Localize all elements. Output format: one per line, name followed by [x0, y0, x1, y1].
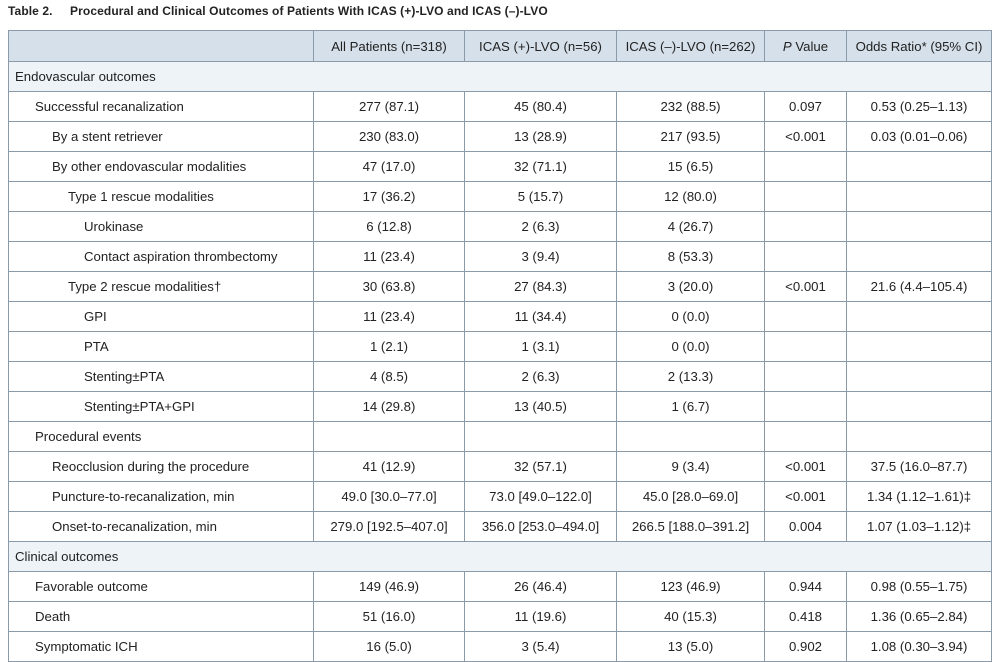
row-label: Procedural events	[9, 422, 314, 452]
table-row	[9, 122, 992, 152]
row-label: Puncture-to-recanalization, min	[9, 482, 314, 512]
cell-p-value: 0.004	[765, 512, 847, 542]
cell-p-value	[765, 332, 847, 362]
row-label: PTA	[9, 332, 314, 362]
cell-icas-negative: 12 (80.0)	[617, 182, 765, 212]
cell-icas-positive: 11 (34.4)	[465, 302, 617, 332]
cell-icas-negative: 0 (0.0)	[617, 302, 765, 332]
p-italic: P	[782, 38, 792, 54]
cell-all-patients: 4 (8.5)	[314, 362, 465, 392]
cell-icas-positive: 32 (57.1)	[465, 452, 617, 482]
cell-all-patients: 30 (63.8)	[314, 272, 465, 302]
cell-all-patients	[314, 422, 465, 452]
cell-all-patients: 49.0 [30.0–77.0]	[314, 482, 465, 512]
cell-all-patients: 6 (12.8)	[314, 212, 465, 242]
header-row	[9, 31, 992, 62]
cell-p-value: <0.001	[765, 482, 847, 512]
table-row	[9, 152, 992, 182]
cell-icas-positive: 3 (5.4)	[465, 632, 617, 662]
cell-icas-positive: 73.0 [49.0–122.0]	[465, 482, 617, 512]
cell-icas-positive: 13 (28.9)	[465, 122, 617, 152]
cell-icas-negative: 1 (6.7)	[617, 392, 765, 422]
row-label: Urokinase	[9, 212, 314, 242]
cell-all-patients: 51 (16.0)	[314, 602, 465, 632]
cell-p-value: <0.001	[765, 272, 847, 302]
table-number: Table 2.	[8, 4, 53, 18]
header-cell-icas-negative: ICAS (–)-LVO (n=262)	[617, 31, 765, 62]
header-cell-label	[9, 31, 314, 62]
header-cell-p-value	[765, 31, 847, 62]
cell-all-patients: 1 (2.1)	[314, 332, 465, 362]
cell-icas-positive: 2 (6.3)	[465, 212, 617, 242]
cell-all-patients: 11 (23.4)	[314, 302, 465, 332]
cell-icas-negative: 8 (53.3)	[617, 242, 765, 272]
cell-odds-ratio	[847, 152, 992, 182]
cell-all-patients: 47 (17.0)	[314, 152, 465, 182]
cell-icas-negative: 13 (5.0)	[617, 632, 765, 662]
cell-icas-negative: 266.5 [188.0–391.2]	[617, 512, 765, 542]
cell-odds-ratio: 21.6 (4.4–105.4)	[847, 272, 992, 302]
cell-p-value: 0.097	[765, 92, 847, 122]
cell-odds-ratio	[847, 182, 992, 212]
cell-p-value: 0.944	[765, 572, 847, 602]
table-row	[9, 332, 992, 362]
cell-all-patients: 14 (29.8)	[314, 392, 465, 422]
cell-p-value	[765, 152, 847, 182]
row-label: By other endovascular modalities	[9, 152, 314, 182]
cell-odds-ratio: 0.98 (0.55–1.75)	[847, 572, 992, 602]
cell-odds-ratio: 1.34 (1.12–1.61)‡	[847, 482, 992, 512]
row-label: Contact aspiration thrombectomy	[9, 242, 314, 272]
table-row	[9, 602, 992, 632]
table-row	[9, 362, 992, 392]
cell-icas-positive: 2 (6.3)	[465, 362, 617, 392]
table-row	[9, 212, 992, 242]
cell-all-patients: 279.0 [192.5–407.0]	[314, 512, 465, 542]
outcomes-table	[8, 30, 992, 662]
row-label: Symptomatic ICH	[9, 632, 314, 662]
cell-icas-negative: 9 (3.4)	[617, 452, 765, 482]
cell-icas-negative: 15 (6.5)	[617, 152, 765, 182]
cell-p-value: 0.902	[765, 632, 847, 662]
cell-icas-positive: 5 (15.7)	[465, 182, 617, 212]
cell-all-patients: 149 (46.9)	[314, 572, 465, 602]
cell-icas-negative: 40 (15.3)	[617, 602, 765, 632]
cell-icas-positive: 1 (3.1)	[465, 332, 617, 362]
cell-odds-ratio	[847, 302, 992, 332]
row-label: GPI	[9, 302, 314, 332]
cell-icas-positive: 45 (80.4)	[465, 92, 617, 122]
row-label: By a stent retriever	[9, 122, 314, 152]
row-label: Type 2 rescue modalities†	[9, 272, 314, 302]
cell-icas-negative: 123 (46.9)	[617, 572, 765, 602]
cell-icas-positive: 3 (9.4)	[465, 242, 617, 272]
cell-odds-ratio	[847, 332, 992, 362]
table-row	[9, 452, 992, 482]
cell-all-patients: 11 (23.4)	[314, 242, 465, 272]
table-row	[9, 272, 992, 302]
cell-odds-ratio	[847, 362, 992, 392]
section-row	[9, 62, 992, 92]
cell-p-value	[765, 422, 847, 452]
table-row	[9, 242, 992, 272]
cell-p-value: <0.001	[765, 452, 847, 482]
cell-odds-ratio: 37.5 (16.0–87.7)	[847, 452, 992, 482]
table-row	[9, 512, 992, 542]
header-cell-odds-ratio: Odds Ratio* (95% CI)	[847, 31, 992, 62]
cell-icas-negative: 2 (13.3)	[617, 362, 765, 392]
cell-icas-positive: 32 (71.1)	[465, 152, 617, 182]
cell-p-value	[765, 212, 847, 242]
row-label: Type 1 rescue modalities	[9, 182, 314, 212]
cell-p-value: 0.418	[765, 602, 847, 632]
row-label: Reocclusion during the procedure	[9, 452, 314, 482]
cell-icas-negative: 217 (93.5)	[617, 122, 765, 152]
cell-icas-positive	[465, 422, 617, 452]
table-row	[9, 392, 992, 422]
p-value-word: Value	[791, 38, 829, 54]
cell-icas-positive: 26 (46.4)	[465, 572, 617, 602]
cell-odds-ratio: 0.53 (0.25–1.13)	[847, 92, 992, 122]
cell-odds-ratio	[847, 212, 992, 242]
cell-icas-positive: 27 (84.3)	[465, 272, 617, 302]
row-label: Onset-to-recanalization, min	[9, 512, 314, 542]
table-caption	[8, 4, 548, 18]
section-label: Endovascular outcomes	[9, 62, 992, 92]
cell-icas-negative: 4 (26.7)	[617, 212, 765, 242]
cell-icas-positive: 13 (40.5)	[465, 392, 617, 422]
cell-icas-negative	[617, 422, 765, 452]
cell-all-patients: 17 (36.2)	[314, 182, 465, 212]
table-row	[9, 482, 992, 512]
cell-odds-ratio: 1.08 (0.30–3.94)	[847, 632, 992, 662]
header-cell-all-patients: All Patients (n=318)	[314, 31, 465, 62]
cell-p-value	[765, 182, 847, 212]
cell-all-patients: 41 (12.9)	[314, 452, 465, 482]
cell-icas-negative: 3 (20.0)	[617, 272, 765, 302]
section-row	[9, 542, 992, 572]
row-label: Stenting±PTA+GPI	[9, 392, 314, 422]
table-row	[9, 572, 992, 602]
row-label: Favorable outcome	[9, 572, 314, 602]
cell-icas-negative: 0 (0.0)	[617, 332, 765, 362]
cell-icas-positive: 356.0 [253.0–494.0]	[465, 512, 617, 542]
cell-odds-ratio	[847, 242, 992, 272]
cell-odds-ratio	[847, 422, 992, 452]
cell-all-patients: 277 (87.1)	[314, 92, 465, 122]
row-label: Stenting±PTA	[9, 362, 314, 392]
cell-odds-ratio: 1.36 (0.65–2.84)	[847, 602, 992, 632]
header-cell-icas-positive: ICAS (+)-LVO (n=56)	[465, 31, 617, 62]
cell-p-value	[765, 392, 847, 422]
cell-all-patients: 16 (5.0)	[314, 632, 465, 662]
cell-icas-negative: 45.0 [28.0–69.0]	[617, 482, 765, 512]
cell-odds-ratio	[847, 392, 992, 422]
table-row	[9, 92, 992, 122]
table-row	[9, 422, 992, 452]
cell-icas-positive: 11 (19.6)	[465, 602, 617, 632]
cell-odds-ratio: 1.07 (1.03–1.12)‡	[847, 512, 992, 542]
cell-icas-negative: 232 (88.5)	[617, 92, 765, 122]
cell-p-value	[765, 302, 847, 332]
table-row	[9, 632, 992, 662]
cell-all-patients: 230 (83.0)	[314, 122, 465, 152]
section-label: Clinical outcomes	[9, 542, 992, 572]
cell-p-value: <0.001	[765, 122, 847, 152]
cell-p-value	[765, 242, 847, 272]
cell-odds-ratio: 0.03 (0.01–0.06)	[847, 122, 992, 152]
table-row	[9, 182, 992, 212]
cell-p-value	[765, 362, 847, 392]
row-label: Death	[9, 602, 314, 632]
row-label: Successful recanalization	[9, 92, 314, 122]
table-title: Procedural and Clinical Outcomes of Patients With ICAS (+)-LVO and ICAS (–)-LVO	[70, 4, 548, 18]
table-row	[9, 302, 992, 332]
